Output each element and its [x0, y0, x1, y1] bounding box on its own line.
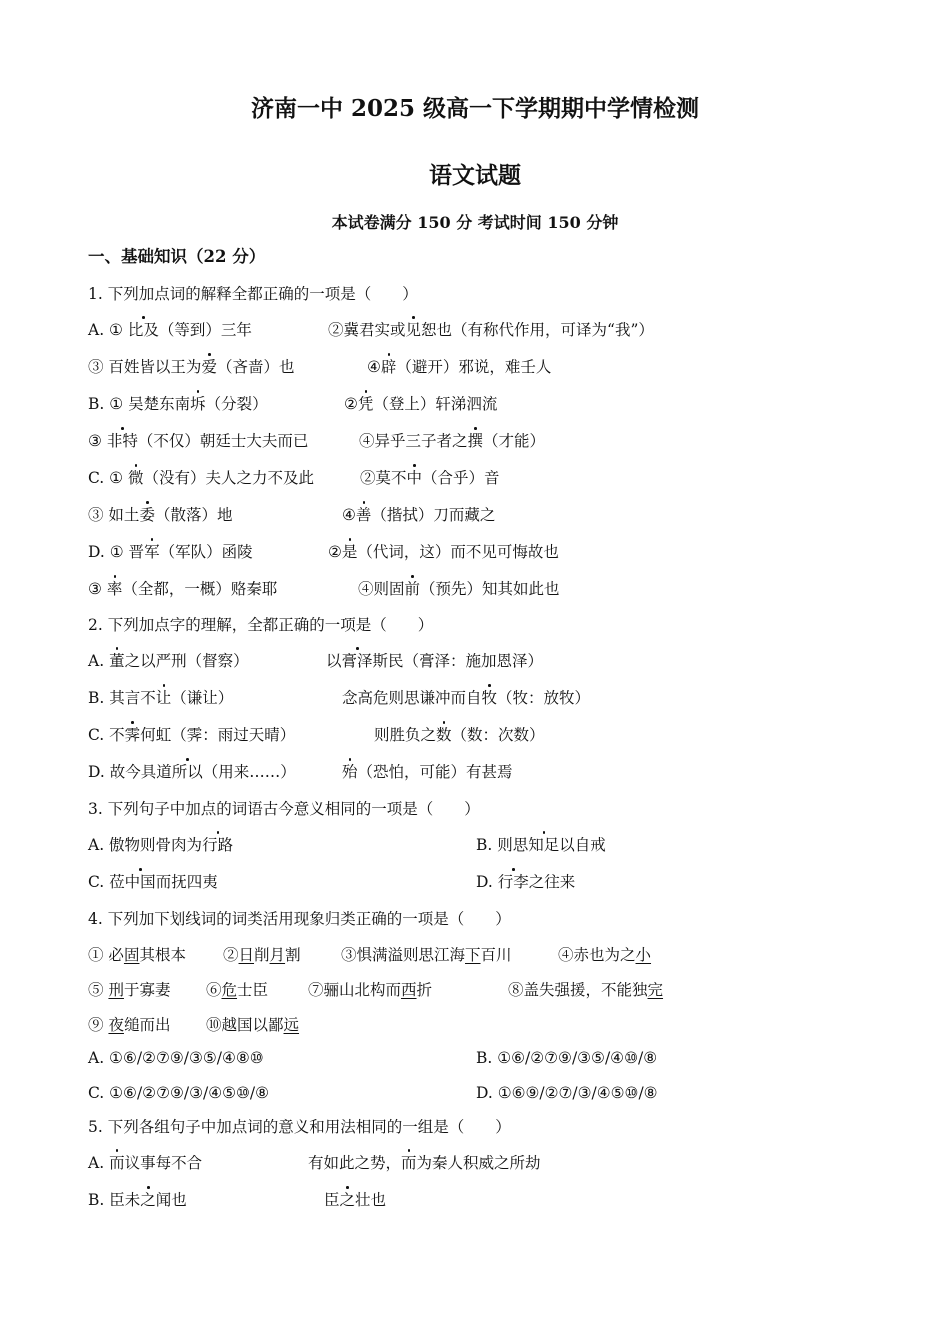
q1-option-c-3: ③ 如土委（散落）地	[88, 506, 233, 524]
q1-option-b-2: ②凭（登上）轩涕泗流	[344, 395, 498, 413]
dotted-word: 让	[155, 689, 172, 707]
q5-option-a-1: A. 而议事每不合	[88, 1154, 203, 1172]
q2-option-a-2: 以膏泽斯民（膏泽：施加恩泽）	[326, 652, 544, 670]
q4-option-a: A. ①⑥/②⑦⑨/③⑤/④⑧⑩	[88, 1049, 264, 1067]
q5-option-a-2: 有如此之势，而为秦人积威之所劫	[308, 1154, 541, 1172]
q3-option-a: A. 傲物则骨肉为行路	[88, 836, 234, 854]
q1-option-b-3: ③ 非特（不仅）朝廷士大夫而已	[88, 432, 309, 450]
q1-option-d-3: ③ 率（全都，一概）赂秦耶	[88, 580, 278, 598]
dotted-word: 而	[401, 1154, 417, 1172]
q1-option-d-1: D. ① 晋军（军队）函陵	[88, 543, 253, 561]
dotted-word: 微	[127, 469, 144, 487]
q2-option-a-1: A. 董之以严刑（督察）	[88, 652, 249, 670]
q2-option-d-2: 殆（恐怕，可能）有甚焉	[342, 763, 513, 781]
q1-option-b-4: ④异乎三子者之撰（才能）	[359, 432, 546, 450]
q2-option-c-1: C. 不霁何虹（霁：雨过天晴）	[88, 726, 296, 744]
dotted-word: 委	[139, 506, 155, 524]
dotted-word: 凭	[357, 395, 374, 413]
dotted-word: 非特	[106, 432, 138, 450]
q1-option-a-2: ②冀君实或见恕也（有称代作用，可译为“我”）	[328, 321, 654, 339]
dotted-word: 比及	[127, 321, 159, 339]
q4-item-1: ① 必固其根本	[88, 946, 186, 964]
dotted-word: 行李	[497, 873, 529, 891]
q2-option-b-2: 念高危则思谦冲而自牧（牧：放牧）	[342, 689, 591, 707]
q5-option-b-1: B. 臣未之闻也	[88, 1191, 187, 1209]
underlined-word: 刑	[108, 981, 124, 999]
q1-option-a-1: A. ① 比及（等到）三年	[88, 321, 252, 339]
underlined-word: 下	[465, 946, 481, 964]
dotted-word: 霁	[124, 726, 141, 744]
q2-option-b-1: B. 其言不让（谦让）	[88, 689, 234, 707]
dotted-word: 坼	[190, 395, 206, 413]
underlined-word: 西	[401, 981, 417, 999]
dotted-word: 董	[109, 652, 125, 670]
dotted-word: 知足	[528, 836, 560, 854]
dotted-word: 中	[406, 469, 423, 487]
q3-option-b: B. 则思知足以自戒	[476, 836, 606, 854]
q1-option-a-4: ④辟（避开）邪说，难壬人	[367, 358, 552, 376]
dotted-word: 爱	[201, 358, 217, 376]
q1-option-d-4: ④则固前（预先）知其如此也	[358, 580, 560, 598]
dotted-word: 之	[339, 1191, 356, 1209]
q1-option-c-1: C. ① 微（没有）夫人之力不及此	[88, 469, 315, 487]
underlined-word: 日	[238, 946, 255, 964]
dotted-word: 所以	[171, 763, 203, 781]
q2-stem: 2. 下列加点字的理解，全都正确的一项是（ ）	[88, 616, 434, 634]
dotted-word: 牧	[481, 689, 498, 707]
q4-option-b: B. ①⑥/②⑦⑨/③⑤/④⑩/⑧	[476, 1049, 658, 1067]
q4-item-3: ③惧满溢则思江海下百川	[341, 946, 512, 964]
subject-title: 语文试题	[429, 162, 521, 189]
q3-stem: 3. 下列句子中加点的词语古今意义相同的一项是（ ）	[88, 800, 480, 818]
dotted-word: 而	[109, 1154, 125, 1172]
dotted-word: 之	[140, 1191, 156, 1209]
school-title: 济南一中 2025 级高一下学期期中学情检测	[250, 95, 700, 122]
dotted-word: 见	[405, 321, 422, 339]
q5-option-b-2: 臣之壮也	[324, 1191, 387, 1209]
dotted-word: 率	[106, 580, 123, 598]
underlined-word: 固	[123, 946, 140, 964]
underlined-word: 月	[269, 946, 286, 964]
q4-item-2: ②日削月割	[223, 946, 301, 964]
dotted-word: 辟	[380, 358, 397, 376]
dotted-word: 殆	[342, 763, 358, 781]
q5-stem: 5. 下列各组句子中加点词的意义和用法相同的一组是（ ）	[88, 1118, 511, 1136]
q4-item-8: ⑧盖失强援，不能独完	[508, 981, 664, 999]
dotted-word: 中国	[124, 873, 156, 891]
q1-option-d-2: ②是（代词，这）而不见可悔故也	[328, 543, 559, 561]
underlined-word: 完	[647, 981, 664, 999]
q1-option-a-3: ③ 百姓皆以王为爱（吝啬）也	[88, 358, 295, 376]
q2-option-d-1: D. 故今具道所以（用来……）	[88, 763, 296, 781]
underlined-word: 夜	[108, 1016, 124, 1034]
q2-option-c-2: 则胜负之数（数：次数）	[374, 726, 545, 744]
underlined-word: 远	[283, 1016, 300, 1034]
exam-info: 本试卷满分 150 分 考试时间 150 分钟	[331, 213, 619, 232]
q3-option-d: D. 行李之往来	[476, 873, 576, 891]
q4-stem: 4. 下列加下划线词的词类活用现象归类正确的一项是（ ）	[88, 910, 511, 928]
dotted-word: 善	[355, 506, 372, 524]
dotted-word: 前	[404, 580, 421, 598]
q4-item-6: ⑥危士臣	[206, 981, 269, 999]
q4-option-c: C. ①⑥/②⑦⑨/③/④⑤⑩/⑧	[88, 1084, 270, 1102]
dotted-word: 撰	[467, 432, 484, 450]
q1-option-c-2: ②莫不中（合乎）音	[360, 469, 500, 487]
dotted-word: 行路	[202, 836, 234, 854]
q1-stem: 1. 下列加点词的解释全都正确的一项是（ ）	[88, 285, 418, 303]
underlined-word: 小	[635, 946, 652, 964]
q1-option-c-4: ④善（揩拭）刀而藏之	[342, 506, 496, 524]
dotted-word: 数	[436, 726, 452, 744]
section-heading: 一、基础知识（22 分）	[88, 247, 266, 266]
q4-item-10: ⑩越国以鄙远	[206, 1016, 300, 1034]
q4-item-5: ⑤ 刑于寡妻	[88, 981, 171, 999]
dotted-word: 膏泽	[341, 652, 373, 670]
q1-option-b-1: B. ① 吴楚东南坼（分裂）	[88, 395, 268, 413]
q4-item-9: ⑨ 夜缒而出	[88, 1016, 171, 1034]
underlined-word: 危	[221, 981, 238, 999]
dotted-word: 是	[341, 543, 358, 561]
q4-option-d: D. ①⑥⑨/②⑦/③/④⑤⑩/⑧	[476, 1084, 658, 1102]
dotted-word: 军	[144, 543, 160, 561]
q3-option-c: C. 莅中国而抚四夷	[88, 873, 218, 891]
q4-item-7: ⑦骊山北构而西折	[308, 981, 433, 999]
q4-item-4: ④赤也为之小	[558, 946, 652, 964]
